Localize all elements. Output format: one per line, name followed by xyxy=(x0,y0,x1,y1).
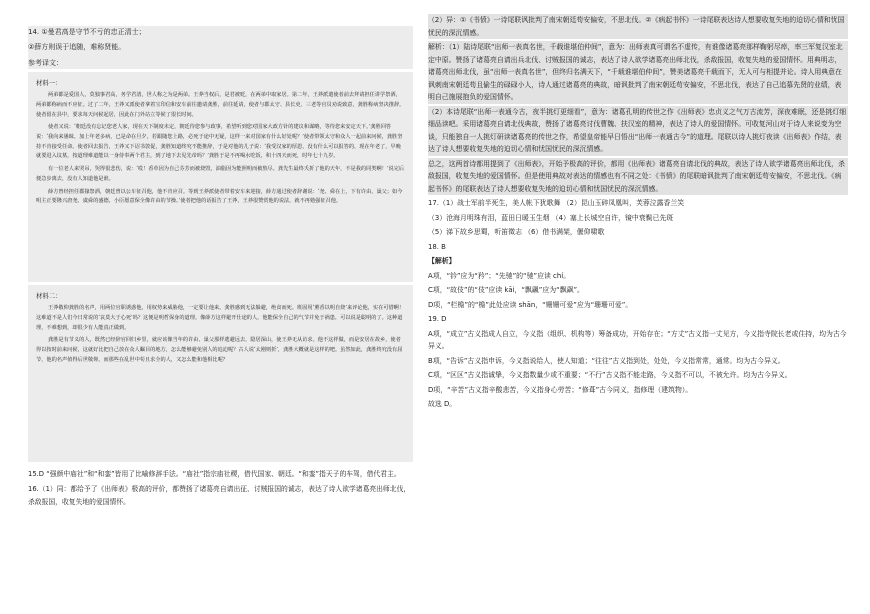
analysis-2: （2）本诗尾联“出师一表通今古，夜半挑灯更细看”，意为：诸葛孔明的传世之作《出师表》忠贞义之气万古流芳，深夜难眠，还是挑灯细细品读吧。采用诸葛亮自请北伐典故，赞扬了诸葛亮讨伐曹魏、扶汉室的精神，表达了诗人的爱国情怀。可收复河山对于诗人来说变为空谈，只能独自一人挑灯研读诸葛亮的传世之作，希望皇帝能早日悟出“出师一表通古今”的道理。尾联以诗人挑灯夜读《出师表》作结，表达了诗人想要收复失地的迫切心情和忧国忧民的深沉情感。 xyxy=(428,106,848,156)
analysis-1: 解析：（1）陆诗尾联“出师一表真名世，千载谁堪伯仲间”，意为：出师表真可谓名不虚传，有谁像诸葛亮那样鞠躬尽瘁，率三军复汉室北定中原。赞扬了诸葛亮自请出兵北伐、讨贼报国的诚志，表达了诗人欲学诸葛亮出师北伐，杀敌报国，收复失地的爱国情怀。用典明志，诸葛亮出师北伐，虽“出师一表真名世”，但终归名满天下，“千载谁堪伯仲间”，赞美诸葛亮千载而下，无人可与相提并论。诗人用典意在讽刺南宋朝廷苟且偷生的碌碌小人，诗人通过诸葛亮的典故，暗讽批判了南宋朝廷苟安偏安，不思北伐，表达了自己追慕先贤的业绩，表明自己施展抱负的爱国情怀。 xyxy=(428,41,848,104)
q18-answer: 18. B xyxy=(428,242,446,251)
right-column xyxy=(428,14,848,413)
jiexi-label: 【解析】 xyxy=(428,257,456,265)
q19-answer: 19. D xyxy=(428,315,447,323)
material1-paragraph: 两弟都是爱国人，莫独事君高，务学君清，世人称之为是两弟。王莽当权后，是君被贬，在两弟中取家居。第二年，王莽派遣使者前去拜请担任讲学祭酒，两弟都称病而不应征。过了二年，王莽又派使者拿着宝印信和安车前往邀请龚胜，前往延请，使者与郡太守、县长吏、三老等官员劝说致意，龚胜称病坚决推辞。使者留在县中，要求每天问候起居，因此在门外站立等候了很长时间。 xyxy=(36,92,405,118)
q19-option-d: D项，“辛苦”古义指辛酸悲苦，今义指身心劳苦；“修葺”古今同义，指修理（建筑物）。 xyxy=(428,385,693,394)
final-answer: 故选 D。 xyxy=(428,400,457,408)
q17-line3: （5）涕下故乡思蜀，听笛徵志 （6）借书满架，偃仰啸歌 xyxy=(428,228,605,236)
material1-title: 材料一： xyxy=(36,79,62,88)
summary: 总之，这两首诗都用提到了《出师表》，开始予极高的评价，都用《出师表》诸葛亮自请北伐的典故，表达了诗人欲学诸葛亮出师北伐，杀敌报国，收复失地的爱国情怀。但是使用典故对表达的情感也有不同之处：《书愤》的尾联暗讽批判了南宋朝廷苟安偏安，不思北伐。《病起书怀》的尾联表达了诗人想要收复失地的迫切心情和忧国忧民的深沉情感。 xyxy=(428,158,848,196)
q15-answer: 15.D “强颜中庙社”和“和銮”皆用了比喻修辞手法。“庙社”指宗庙社稷，借代国家、朝廷。“和銮”指天子的车驾，借代君主。 xyxy=(28,470,401,479)
material2-title: 材料二： xyxy=(36,292,62,301)
q19-option-a: A项，“成立”古义指成人自立，今义指（组织、机构等）筹备成功，开始存在；“方丈”古义指一丈见方，今义指寺院长老或住持，均为古今异义。 xyxy=(428,329,847,350)
material1-paragraph: 使者又说：‘朝廷没有忘记您老人家，现在天下制度未定，朝廷待您参与政事，希望听到您对国家大政方针的建议和谋略，等待您来安定天下。’龚胜回答说：‘我向来愚昧，加上年老多病，已是命在旦夕，若跟随您上路，必死于途中无疑，这样一来对国家有什么好处呢？’使者带领太守和众人一起前来问候，龚胜坚持不肯接受任命。使者回去报告，王莽又下诏书敦促，龚胜知道终究不能推辞，于是对他的儿子说：‘我受汉家的厚恩，没有什么可以报答的，现在年老了，早晚就要进入坟墓，按道理难道能以一身侍奉两个君主，到了地下去见先帝吗？’龚胜于是不再喝水吃饭，积十四天而死，时年七十九岁。 xyxy=(36,124,403,160)
left-column xyxy=(28,26,413,511)
material2-paragraph: 王莽敬仰龚胜的名声，用两位官职诱惑他，用权势来威胁他，一定要让他来。龚胜感到无法躲避，绝食而死。班固用‘薰香以明自烧’来评论他，实在可惜啊！这难道不是人们今日常说的‘哀莫大于心死’吗？这便是明哲保身的道理。像薛方这样避开仕途的人，他能保全自己的气节并免于祸患，可以说是聪明的了。这种道理，不难想到，却很少有人能真正做到。 xyxy=(36,305,405,331)
q14-line1: 14. ①曼君高是守节不亏的忠正清士； xyxy=(28,28,146,36)
q19-option-b: B项，“告诉”古义指申诉，今义指说给人，使人知道；“往往”古义指到处，处处，今义指常常，通常。均为古今异义。 xyxy=(428,356,785,365)
translation-label: 参考译文： xyxy=(28,58,63,67)
material1-extra: 薛方曾经担任郡掾祭酒，朝廷曾以公车征召他，他不肯应召。等到王莽派使者带着安车来迎接，薛方通过使者辞谢说：‘尧、舜在上，下有许由、巢父；如今明主正要隆兴唐尧、虞舜的盛德，小臣愿意保全像许由的节操。’使者把他的话报告了王莽，王莽很赞赏他的说法，就不再勉强征召他。 xyxy=(36,188,403,205)
q16-difference: （2）异：①《书愤》一诗尾联讽批判了南宋朝廷苟安偏安，不思北伐。②《病起书怀》一诗尾联表达诗人想要收复失地的迫切心情和忧国忧民的深沉情感。 xyxy=(428,14,848,39)
q18-option-a: A项，“钤”应为“矜”；“先驰”的“驰”应读 chí。 xyxy=(428,271,571,280)
q19-option-c: C项，“区区”古义指诚挚，今义指数量少或不重要；“不行”古义指不能走路，今义指不可以，不被允许。均为古今异义。 xyxy=(428,371,792,379)
material2-box xyxy=(28,285,413,462)
q14-line2: ②薛方则误于追随，难称贤能。 xyxy=(28,43,126,52)
q14-answer-block xyxy=(28,26,413,69)
material2-paragraph: 龚胜是有节义的人，既然已经辞官回归乡里，就应该像当年的许由、巢父那样逃避远去，隐居深山，使王莽无从访求。他不这样做，而是安居在故乡，使者得以按时前来问候，这就好比把自己放在众人瞩目的地方，怎么能够避免别人的追迫呢？古人说‘太刚则折’，龚胜大概就是这样的吧。虽然如此，龚胜终究没有屈节，他的名声值得后世敬仰，而那些在乱世中苟且求全的人，又怎么能和他相比呢？ xyxy=(36,337,403,363)
q17-line2: （3）沧海月明珠有泪，蓝田日暖玉生烟 （4）塞上长城空自许，镜中衰鬓已先斑 xyxy=(428,213,674,222)
material1-box xyxy=(28,72,413,282)
q18-option-d: D项，“栏檐”的“檐”此处应读 shān，“姗姗可爱”应为“珊珊可爱”。 xyxy=(428,300,633,309)
q16-answer: 16.（1）同：都给予了《出师表》极高的评价，都赞扬了诸葛亮自请出征、讨贼报国的诚志，表达了诗人欲学诸葛亮出师北伐，杀敌报国，收复失地的爱国情怀。 xyxy=(28,485,411,506)
q17-line1: 17.（1）战士军前半死生，美人帐下犹歌舞 （2）昆山玉碎凤凰叫，芙蓉泣露香兰笑 xyxy=(428,199,685,207)
material1-paragraph: 有一位老人来哭吊，哭得很悲伤，说：‘哎！香草因为自己芬芳而被烧毁，油脂因为能照明而被熬尽。龚先生最终夭折了他的天年，不是我的同类啊！’说完后便急步离去，没有人知道他是谁。 xyxy=(36,166,405,182)
q18-option-c: C项，“故伎”的“伎”应读 kāi，“飘颻”应为“飘飖”。 xyxy=(428,286,584,294)
